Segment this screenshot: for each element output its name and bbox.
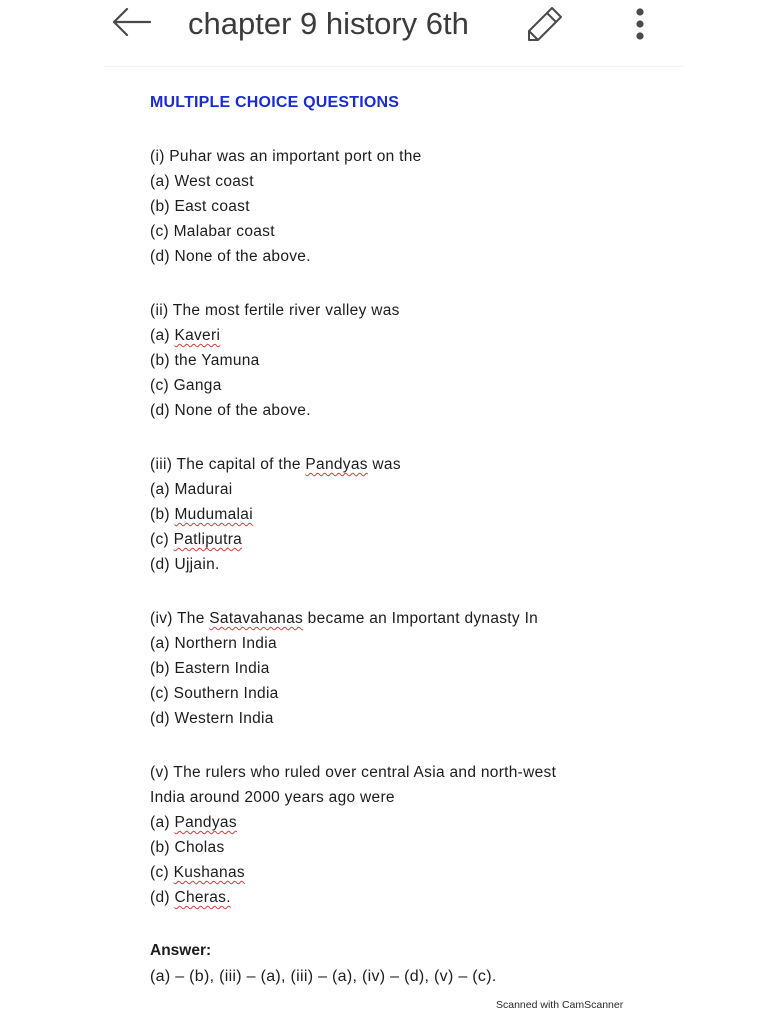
more-options-button[interactable] (624, 4, 656, 44)
q3-option-b-word: Mudumalai (174, 506, 253, 523)
q3-option-b-prefix: (b) (150, 506, 175, 523)
q3-option-c-prefix: (c) (150, 531, 174, 548)
question-4 (150, 610, 538, 628)
q4-option-b: (b) Eastern India (150, 660, 270, 677)
q4-option-a: (a) Northern India (150, 635, 277, 652)
q5-option-b: (b) Cholas (150, 839, 225, 856)
q2-option-d: (d) None of the above. (150, 402, 311, 419)
q1-option-d: (d) None of the above. (150, 248, 311, 265)
header-divider (104, 66, 684, 67)
q2-option-a (150, 327, 220, 345)
camscanner-watermark: Scanned with CamScanner (496, 999, 624, 1011)
q5-option-a-prefix: (a) (150, 814, 175, 831)
question-5-line-1: (v) The rulers who ruled over central Asia and north-west (150, 764, 557, 781)
q5-option-c-prefix: (c) (150, 864, 174, 881)
q3-question-word: Pandyas (305, 456, 368, 473)
q5-option-a (150, 814, 237, 832)
q2-option-b: (b) the Yamuna (150, 352, 260, 369)
q1-option-a: (a) West coast (150, 173, 254, 190)
q2-option-a-prefix: (a) (150, 327, 175, 344)
q4-option-d: (d) Western India (150, 710, 274, 727)
q3-option-d: (d) Ujjain. (150, 556, 220, 573)
q4-question-prefix: (iv) The (150, 610, 210, 627)
q3-option-c (150, 531, 242, 549)
edit-button[interactable] (522, 2, 568, 46)
q5-option-c-word: Kushanas (173, 864, 245, 881)
q3-question-suffix: was (367, 456, 401, 473)
q1-option-c: (c) Malabar coast (150, 223, 275, 240)
q4-option-c: (c) Southern India (150, 685, 279, 702)
q3-question-prefix: (iii) The capital of the (150, 456, 306, 473)
q3-option-b (150, 506, 253, 524)
q4-question-word: Satavahanas (209, 610, 304, 627)
q5-option-d-prefix: (d) (150, 889, 175, 906)
q5-option-a-word: Pandyas (174, 814, 237, 831)
q3-option-a: (a) Madurai (150, 481, 233, 498)
answer-text: (a) – (b), (iii) – (a), (iii) – (a), (iv) – (d), (v) – (c). (150, 968, 497, 985)
answer-label: Answer: (150, 942, 212, 959)
back-button[interactable] (106, 2, 156, 42)
top-app-bar (0, 0, 768, 60)
arrow-left-icon (110, 7, 152, 37)
question-5-line-2: India around 2000 years ago were (150, 789, 395, 806)
q1-option-b: (b) East coast (150, 198, 250, 215)
question-2: (ii) The most fertile river valley was (150, 302, 400, 319)
q3-option-c-word: Patliputra (173, 531, 243, 548)
q2-option-c: (c) Ganga (150, 377, 222, 394)
more-vertical-icon (635, 7, 645, 41)
q5-option-d-word: Cheras. (174, 889, 231, 906)
q2-option-a-word: Kaveri (174, 327, 221, 344)
section-heading: MULTIPLE CHOICE QUESTIONS (150, 94, 400, 111)
document-title: chapter 9 history 6th (188, 6, 469, 41)
pencil-icon (525, 4, 565, 44)
q4-question-suffix: became an Important dynasty In (303, 610, 539, 627)
q5-option-c (150, 864, 245, 882)
q5-option-d (150, 889, 231, 907)
question-3 (150, 456, 401, 474)
question-1: (i) Puhar was an important port on the (150, 148, 422, 165)
